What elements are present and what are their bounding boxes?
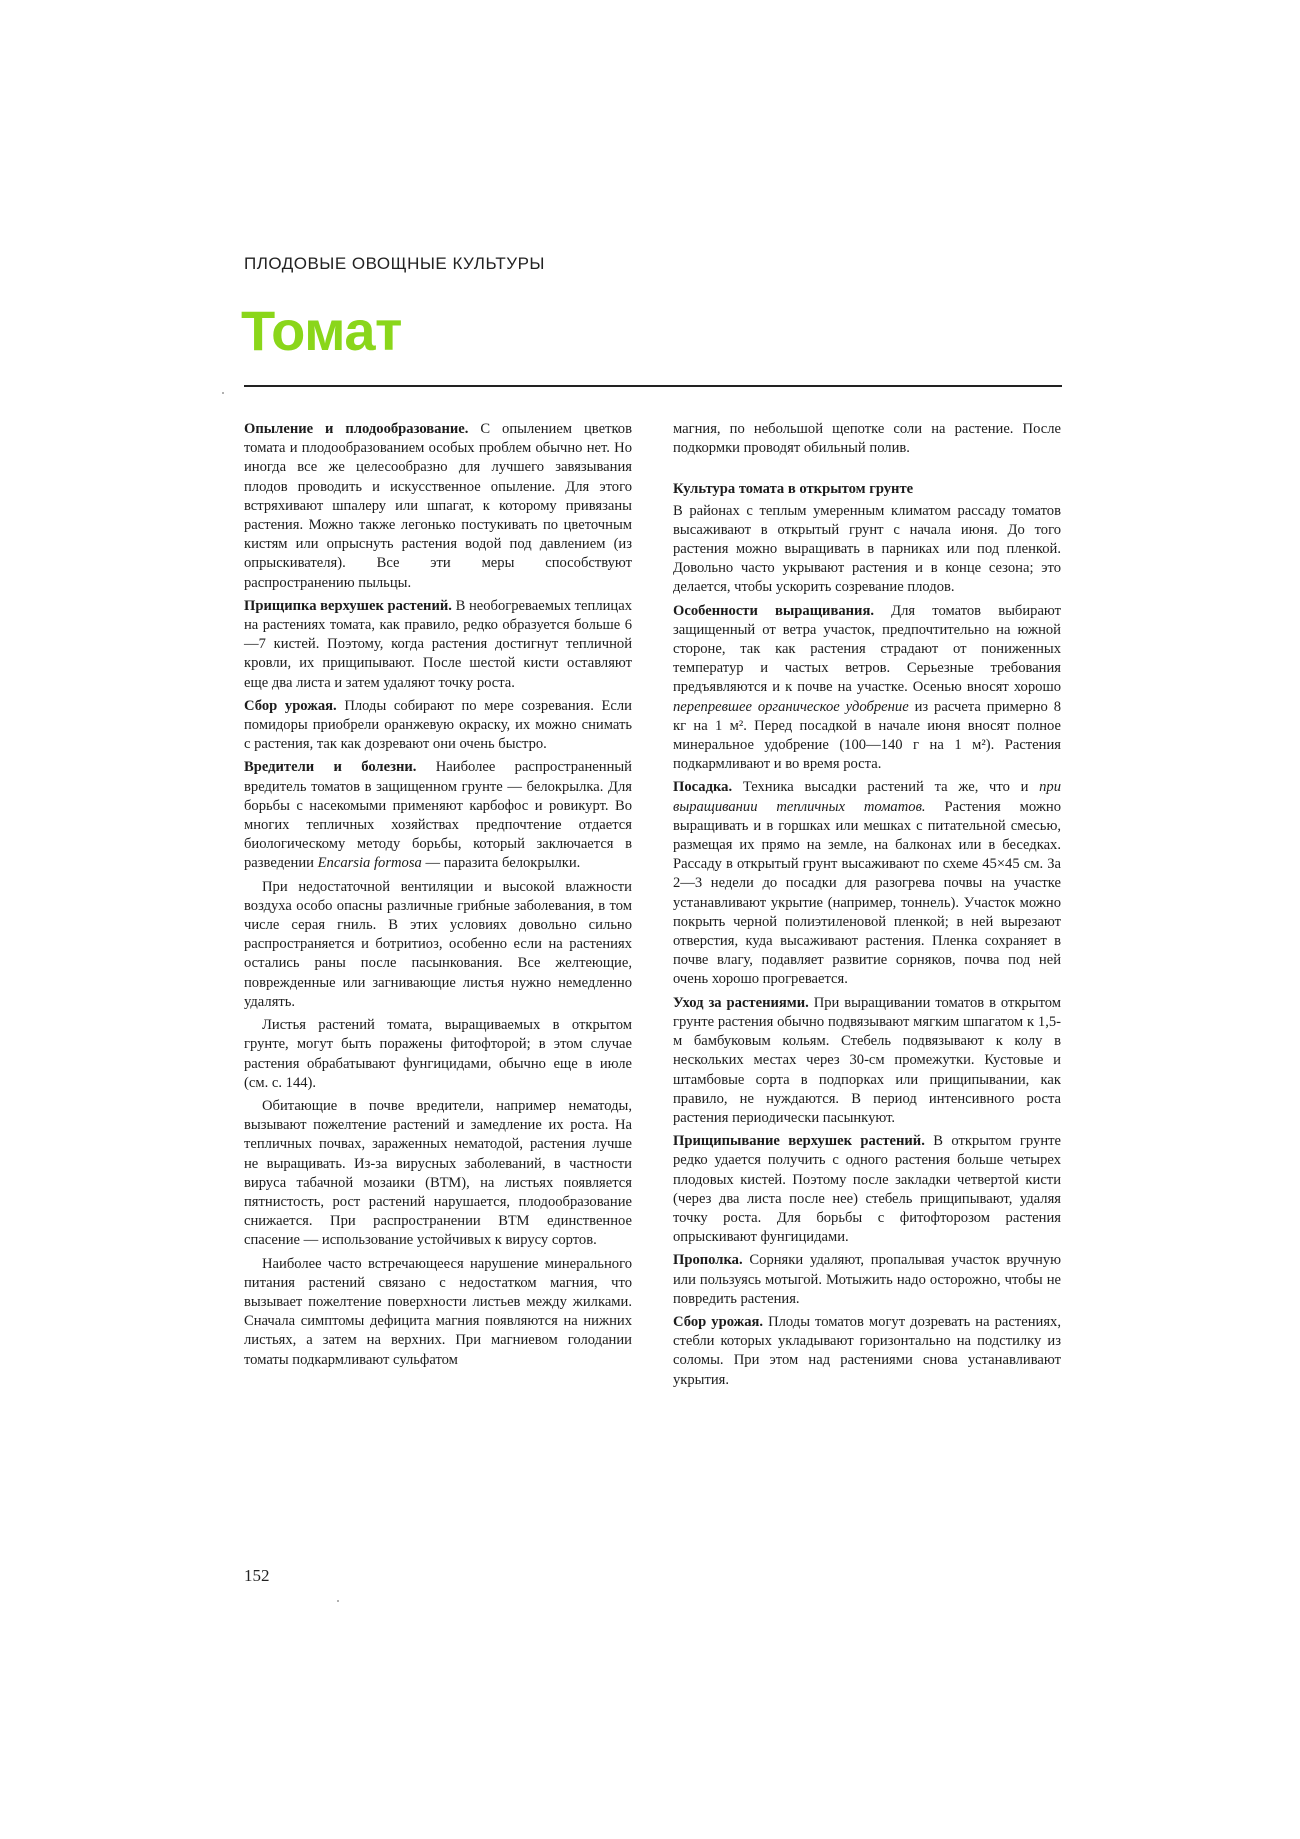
- scan-speck: [337, 1600, 339, 1602]
- paragraph-growing: [673, 602, 1061, 775]
- scan-speck: [222, 392, 224, 394]
- paragraph-harvest-open: [673, 1313, 1061, 1390]
- page-title: Томат: [241, 299, 402, 362]
- paragraph-text: С опылением цветков томата и плодообразованием особых проблем обычно нет. Но иногда все же целесообразно для лучшего завязывания плодов проводить и искусственное опыление. Для этого встряхивают шпалеру или шпагат, к которому привязаны растения. Можно также легонько постукивать по цветочным кистям или опрыснуть растения водой под давлением (из опрыскивателя). Все эти меры способствуют распространению пыльцы.: [244, 421, 632, 591]
- paragraph-heading: Прищипка верхушек растений.: [244, 597, 452, 614]
- paragraph-care: [673, 994, 1061, 1128]
- paragraph-text: Техника высадки растений та же, что и: [732, 779, 1040, 796]
- paragraph-heading: Прополка.: [673, 1252, 743, 1269]
- paragraph-text: Плоды томатов могут дозревать на растениях, стебли которых укладывают горизонтально на подстилку из соломы. При этом над растениями снова устанавливают укрытия.: [673, 1313, 1061, 1388]
- paragraph-text: Растения можно выращивать и в горшках или мешках с питательной смесью, размещая их прямо на земле, на балконах или в беседках. Рассаду в открытый грунт высаживают по схеме 45×45 см. За 2—3 недели до посадки для разогрева почвы на участке устанавливают укрытие (например, тоннель). Участок можно покрыть черной полиэтиленовой пленкой; в ней вырезают отверстия, куда высаживают растения. Пленка сохраняет в почве влагу, подавляет развитие сорняков, почва под ней очень хорошо прогревается.: [673, 798, 1061, 988]
- paragraph-heading: Сбор урожая.: [244, 697, 337, 714]
- paragraph-harvest: [244, 697, 632, 755]
- paragraph-pinching: [244, 597, 632, 693]
- paragraph-heading: Вредители и болезни.: [244, 759, 417, 776]
- paragraph-pollination: [244, 420, 632, 593]
- paragraph-text: При выращивании томатов в открытом грунте растения обычно подвязывают мягким шпагатом к 1,5-м бамбуковым кольям. Стебель подвязывают к колу в нескольких местах через 30-см промежутки. Кустовые и штамбовые сорта в подпорках или прищипывании, как правило, не нуждаются. В период интенсивного роста растения периодически пасынкуют.: [673, 994, 1062, 1126]
- paragraph-planting: [673, 778, 1061, 989]
- paragraph-text: из расчета примерно 8 кг на 1 м². Перед посадкой в начале июня вносят полное минеральное удобрение (100—140 г на 1 м²). Растения подкармливают и во время роста.: [673, 698, 1061, 773]
- paragraph-text: В необогреваемых теплицах на растениях томата, как правило, редко образуется больше 6—7 кистей. Поэтому, когда растения достигнут тепличной кровли, их прищипывают. После шестой кисти оставляют еще два листа и затем удаляют точку роста.: [244, 597, 633, 691]
- page-number: 152: [244, 1566, 270, 1585]
- paragraph-heading: Уход за растениями.: [673, 994, 809, 1011]
- italic-text: при выращивании тепличных томатов.: [673, 779, 1061, 815]
- paragraph-ventilation: При недостаточной вентиляции и высокой влажности воздуха особо опасны различные грибные заболевания, в том числе серая гниль. В этих условиях довольно сильно распространяется и ботритиоз, особенно если на растениях остались раны после пасынкования. Все желтеющие, поврежденные или загнивающие листья нужно немедленно удалять.: [244, 878, 632, 1010]
- paragraph-open-ground: В районах с теплым умеренным климатом рассаду томатов высаживают в открытый грунт с начала июня. До того растения можно выращивать в парниках или под пленкой. Довольно часто укрывают растения и в конце сезона; это делается, чтобы ускорить созревание плодов.: [673, 502, 1061, 596]
- paragraph-heading: Прищипывание верхушек растений.: [673, 1133, 925, 1150]
- title-rule: [244, 385, 1062, 387]
- paragraph-text: — паразита белокрылки.: [421, 855, 581, 872]
- paragraph-nematodes: Обитающие в почве вредители, например нематоды, вызывают пожелтение растений и замедление их роста. На тепличных почвах, зараженных нематодой, растения лучше не выращивать. Из-за вирусных заболеваний, в частности вируса табачной мозаики (ВТМ), на листьях появляется пятнистость, рост растений нарушается, плодообразование снижается. При распространении ВТМ единственное спасение — использование устойчивых к вирусу сортов.: [244, 1097, 632, 1249]
- paragraph-pests: [244, 758, 632, 873]
- paragraph-heading: Сбор урожая.: [673, 1313, 764, 1330]
- paragraph-heading: Опыление и плодообразование.: [244, 421, 469, 437]
- italic-text: перепревшее органическое удобрение: [673, 698, 909, 715]
- species-name: Encarsia formosa: [317, 855, 422, 872]
- spacer: [673, 462, 1061, 480]
- paragraph-text: Плоды собирают по мере созревания. Если помидоры приобрели оранжевую окраску, их можно снимать с растения, так как дозревают они очень быстро.: [244, 697, 632, 753]
- paragraph-text: Для томатов выбирают защищенный от ветра участок, предпочтительно на южной стороне, так как растения страдают от пониженных температур и частых ветров. Серьезные требования предъявляются и к почве на участке. Осенью вносят хорошо: [673, 602, 1062, 696]
- paragraph-phytophthora: Листья растений томата, выращиваемых в открытом грунте, могут быть поражены фитофторой; в этом случае растения обрабатывают фунгицидами, обычно еще в июле (см. с. 144).: [244, 1017, 632, 1091]
- paragraph-magnesium-cont: магния, по небольшой щепотке соли на растение. После подкормки проводят обильный полив.: [673, 421, 1061, 457]
- paragraph-heading: Особенности выращивания.: [673, 602, 874, 619]
- paragraph-text: Наиболее распространенный вредитель томатов в защищенном грунте — белокрылка. Для борьбы с насекомыми применяют карбофос и ровикурт. Во многих тепличных хозяйствах предпочтение отдается биологическому методу борьбы, который заключается в разведении: [244, 759, 632, 872]
- section-label: ПЛОДОВЫЕ ОВОЩНЫЕ КУЛЬТУРЫ: [244, 254, 545, 273]
- paragraph-weeding: [673, 1251, 1061, 1309]
- paragraph-heading: Посадка.: [673, 779, 733, 796]
- right-column: [673, 420, 1061, 1394]
- paragraph-text: В открытом грунте редко удается получить с одного растения больше четырех плодовых кистей. Поэтому после закладки четвертой кисти (через два листа после нее) стебель прищипывают, удаляя точку роста. Для борьбы с фитофторозом растения опрыскивают фунгицидами.: [673, 1133, 1061, 1246]
- paragraph-text: Сорняки удаляют, пропалывая участок вручную или пользуясь мотыгой. Мотыжить надо осторожно, чтобы не повредить растения.: [673, 1252, 1061, 1307]
- section-heading-open-ground: Культура томата в открытом грунте: [673, 481, 914, 498]
- paragraph-pinching-open: [673, 1132, 1061, 1247]
- left-column: [244, 420, 632, 1374]
- paragraph-magnesium: Наиболее часто встречающееся нарушение минерального питания растений связано с недостатком магния, что вызывает пожелтение поверхности листьев между жилками. Сначала симптомы дефицита магния появляются на нижних листьях, а затем на верхних. При магниевом голодании томаты подкармливают сульфатом: [244, 1255, 632, 1368]
